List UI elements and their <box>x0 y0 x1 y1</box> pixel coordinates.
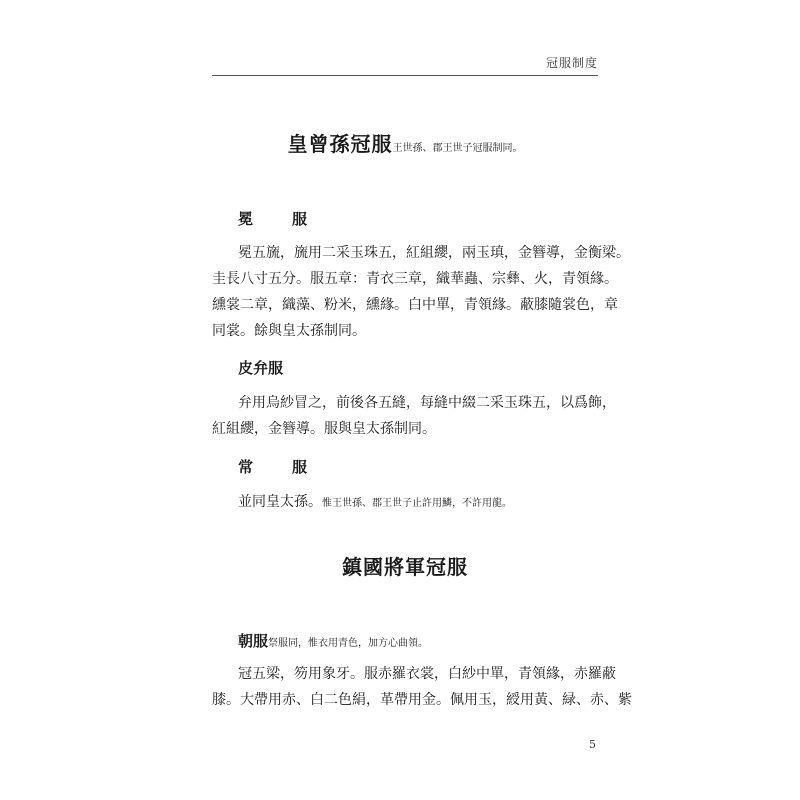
sub-heading-pi-bian-fu: 皮弁服 <box>238 359 284 377</box>
running-head: 冠服制度 <box>545 56 598 70</box>
text-line <box>212 489 598 517</box>
text-line-main: 並同皇太孫。 <box>238 494 322 510</box>
section-title-text: 皇曾孫冠服 <box>287 132 393 156</box>
sub-heading-mian-fu: 冕 服 <box>238 210 320 228</box>
paragraph-chang-fu <box>212 489 598 517</box>
paragraph-pi-bian-fu <box>212 390 616 442</box>
section-title-huang-zeng-sun <box>212 128 598 157</box>
text-line-note: 惟王世孫、郡王世子止許用鱗，不許用龍。 <box>322 498 512 509</box>
page-number: 5 <box>589 738 596 751</box>
text-line: 膝。大帶用赤、白二色絹，革帶用金。佩用玉，綬用黃、緑、赤、紫 <box>212 692 632 708</box>
sub-heading-chao-fu <box>238 630 428 651</box>
sub-heading-chang-fu: 常 服 <box>238 458 320 476</box>
text-line: 纁裳二章，織藻、粉米，纁緣。白中單，青領緣。蔽膝隨裳色，章 <box>212 297 618 313</box>
sub-heading-note: 祭服同，惟衣用青色，加方心曲領。 <box>268 638 429 649</box>
text-line: 冠五梁，笏用象牙。服赤羅衣裳，白紗中單，青領緣，赤羅蔽 <box>238 666 616 682</box>
text-line: 圭長八寸五分。服五章：青衣三章，織華蟲、宗彝、火，青領緣。 <box>212 271 618 287</box>
paragraph-mian-fu <box>212 240 630 344</box>
sub-heading-text: 朝服 <box>238 632 269 650</box>
header-rule <box>212 75 598 76</box>
text-line: 弁用烏紗冒之，前後各五縫，每縫中綴二采玉珠五，以爲飾， <box>238 395 616 411</box>
text-line: 冕五旒，旒用二采玉珠五，紅組纓，兩玉瑱，金簪導，金衡梁。 <box>238 245 630 261</box>
section-title-note: 王世孫、郡王世子冠服制同。 <box>392 143 523 154</box>
text-line: 紅組纓，金簪導。服與皇太孫制同。 <box>212 421 436 437</box>
text-line: 同裳。餘與皇太孫制同。 <box>212 323 366 339</box>
section-title-zhen-guo-jiang-jun: 鎮國將軍冠服 <box>342 555 468 579</box>
paragraph-chao-fu <box>212 661 632 713</box>
